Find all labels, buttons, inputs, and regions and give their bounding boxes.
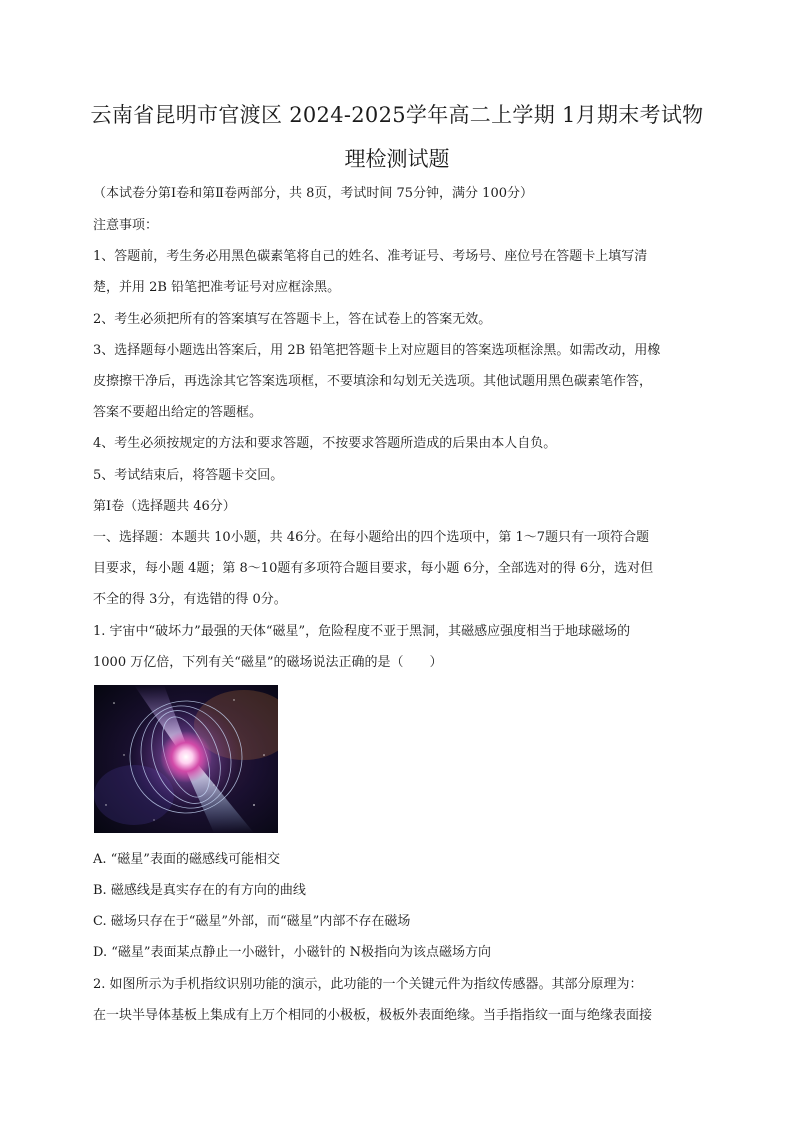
notice-item-5: 5、考试结束后，将答题卡交回。	[93, 468, 284, 483]
question-1-stem-line-2: 1000 万亿倍，下列有关“磁星”的磁场说法正确的是（ ）	[93, 655, 443, 670]
magnetar-illustration	[94, 685, 278, 833]
notice-item-2: 2、考生必须把所有的答案填写在答题卡上，答在试卷上的答案无效。	[93, 312, 492, 327]
notice-heading: 注意事项：	[93, 218, 159, 233]
question-1-option-b: B. 磁感线是真实存在的有方向的曲线	[93, 883, 306, 898]
question-1-option-a: A. “磁星”表面的磁感线可能相交	[93, 852, 280, 867]
section-1-intro-line-2: 目要求，每小题 4题；第 8～10题有多项符合题目要求，每小题 6分，全部选对的得 6分，选对但	[93, 561, 654, 576]
exam-title-line2: 理检测试题	[344, 147, 450, 171]
section-1-intro-line-1: 一、选择题：本题共 10小题，共 46分。在每小题给出的四个选项中，第 1～7题只有一项符合题	[93, 530, 650, 545]
section-1-title: 第Ⅰ卷（选择题共 46分）	[93, 499, 236, 514]
notice-item-3-line-1: 3、选择题每小题选出答案后，用 2B 铅笔把答题卡上对应题目的答案选项框涂黑。如需改动，用橡	[93, 343, 661, 358]
section-1-intro-line-3: 不全的得 3分，有选错的得 0分。	[93, 592, 287, 607]
question-1-option-d: D. “磁星”表面某点静止一小磁针，小磁针的 N极指向为该点磁场方向	[93, 945, 492, 960]
notice-item-1-line-1: 1、答题前，考生务必用黑色碳素笔将自己的姓名、准考证号、考场号、座位号在答题卡上填写清	[93, 249, 648, 264]
question-2-stem-line-1: 2. 如图所示为手机指纹识别功能的演示，此功能的一个关键元件为指纹传感器。其部分原理为：	[93, 977, 643, 992]
notice-item-3-line-2: 皮擦擦干净后，再选涂其它答案选项框，不要填涂和勾划无关选项。其他试题用黑色碳素笔作答，	[93, 374, 653, 389]
question-1-option-c: C. 磁场只存在于“磁星”外部，而“磁星”内部不存在磁场	[93, 914, 411, 929]
notice-item-3-line-3: 答案不要超出给定的答题框。	[93, 405, 263, 420]
question-2-stem-line-2: 在一块半导体基板上集成有上万个相同的小极板，极板外表面绝缘。当手指指纹一面与绝缘表面接	[93, 1008, 653, 1023]
question-1-stem-line-1: 1. 宇宙中“破坏力”最强的天体“磁星”，危险程度不亚于黑洞，其磁感应强度相当于地球磁场的	[93, 624, 631, 639]
exam-subtitle: （本试卷分第Ⅰ卷和第Ⅱ卷两部分，共 8页，考试时间 75分钟，满分 100分）	[93, 186, 533, 201]
exam-title-line1: 云南省昆明市官渡区 2024-2025学年高二上学期 1月期末考试物	[90, 103, 704, 127]
notice-item-1-line-2: 楚，并用 2B 铅笔把准考证号对应框涂黑。	[93, 280, 341, 295]
notice-item-4: 4、考生必须按规定的方法和要求答题，不按要求答题所造成的后果由本人自负。	[93, 436, 557, 451]
